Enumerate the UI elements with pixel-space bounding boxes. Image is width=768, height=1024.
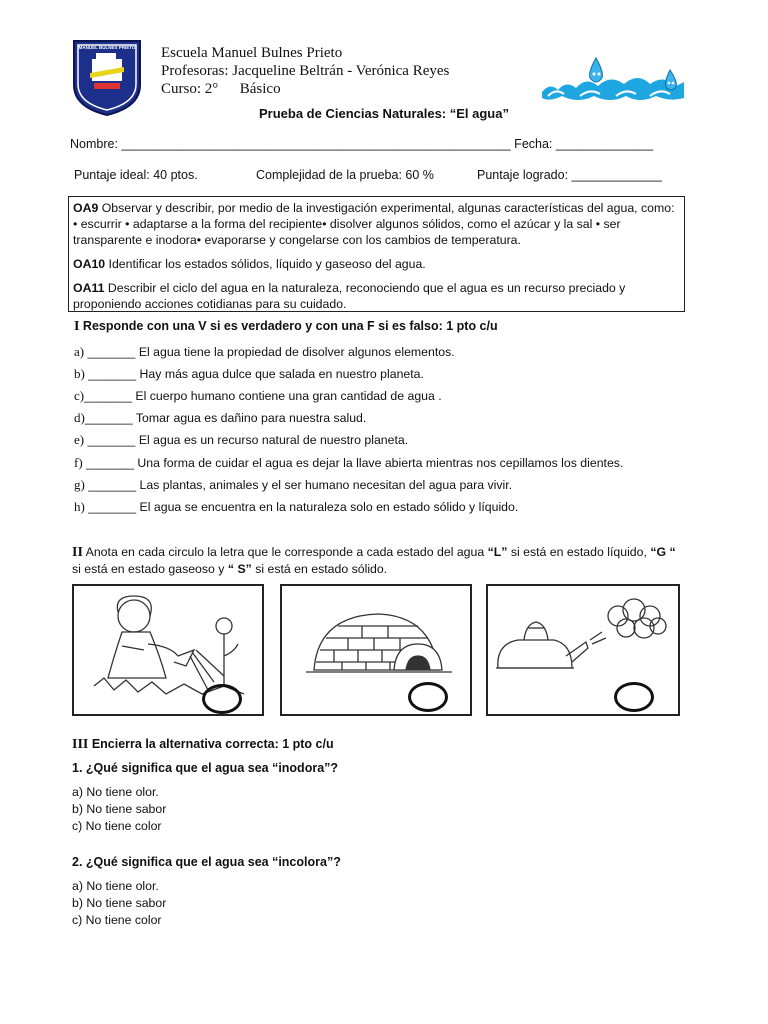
tf-item-d: d)_______ Tomar agua es dañino para nuestra salud. xyxy=(74,410,367,425)
tf-item-a: a) _______ El agua tiene la propiedad de disolver algunos elementos. xyxy=(74,344,455,359)
answer-circle-1[interactable] xyxy=(202,684,242,714)
tf-item-b: b) _______ Hay más agua dulce que salada en nuestro planeta. xyxy=(74,366,424,381)
course-label: Curso: 2° xyxy=(161,81,219,97)
tf-item-e: e) _______ El agua es un recurso natural de nuestro planeta. xyxy=(74,432,409,447)
q2-option-c[interactable]: c) No tiene color xyxy=(72,913,162,927)
objectives-box xyxy=(68,196,685,312)
panel-igloo xyxy=(280,584,472,716)
section2-instructions: II Anota en cada circulo la letra que le corresponde a cada estado del agua “L” si está en estado líquido, “G “ si está en estado gaseoso y “ S” si está en estado sólido. xyxy=(72,545,676,576)
q2-option-a[interactable]: a) No tiene olor. xyxy=(72,879,159,893)
complexity: Complejidad de la prueba: 60 % xyxy=(256,168,434,182)
q2-option-b[interactable]: b) No tiene sabor xyxy=(72,896,167,910)
question-1: 1. ¿Qué significa que el agua sea “inodora”? xyxy=(72,761,339,775)
tf-item-g: g) _______ Las plantas, animales y el ser humano necesitan del agua para vivir. xyxy=(74,477,513,492)
panel-kettle xyxy=(486,584,680,716)
water-splash-illustration xyxy=(540,52,686,108)
school-name: Escuela Manuel Bulnes Prieto xyxy=(161,45,343,61)
q1-option-b[interactable]: b) No tiene sabor xyxy=(72,802,167,816)
name-date-line: Nombre: ________________________________________________________ Fecha: ______________ xyxy=(70,137,654,151)
question-2: 2. ¿Qué significa que el agua sea “incolora”? xyxy=(72,855,341,869)
tf-item-f: f) _______ Una forma de cuidar el agua es dejar la llave abierta mientras nos cepillamos los dientes. xyxy=(74,455,624,470)
teachers: Profesoras: Jacqueline Beltrán - Verónica Reyes xyxy=(161,63,450,79)
tf-item-c: c)_______ El cuerpo humano contiene una gran cantidad de agua . xyxy=(74,388,442,403)
score-ideal: Puntaje ideal: 40 ptos. xyxy=(74,168,198,182)
section1-heading: I Responde con una V si es verdadero y con una F si es falso: 1 pto c/u xyxy=(74,319,498,334)
course xyxy=(161,80,449,98)
objective-oa10: OA10 Identificar los estados sólidos, líquido y gaseoso del agua. xyxy=(73,257,426,271)
objective-oa11: OA11 Describir el ciclo del agua en la naturaleza, reconociendo que el agua es un recurso preciado y proponiendo acciones cotidianas para su cuidado. xyxy=(73,281,626,311)
test-title: Prueba de Ciencias Naturales: “El agua” xyxy=(259,106,509,121)
tf-item-h: h) _______ El agua se encuentra en la naturaleza solo en estado sólido y líquido. xyxy=(74,499,519,514)
school-header xyxy=(161,44,449,98)
section3-heading: III Encierra la alternativa correcta: 1 pto c/u xyxy=(72,737,334,752)
logo-text: MANUEL BULNES PRIETO xyxy=(78,45,136,50)
score-achieved: Puntaje logrado: _____________ xyxy=(477,168,662,182)
answer-circle-3[interactable] xyxy=(614,682,654,712)
objective-oa9: OA9 Observar y describir, por medio de la investigación experimental, algunas características del agua, como: • escurrir • adaptarse a la forma del recipiente• disolver algunos sólidos, como el azúcar y la sal • ser transparente e inodora• evaporarse y congelarse con los cambios de temperatura. xyxy=(73,201,675,247)
q1-option-c[interactable]: c) No tiene color xyxy=(72,819,162,833)
panel-watering-girl xyxy=(72,584,264,716)
q1-option-a[interactable]: a) No tiene olor. xyxy=(72,785,159,799)
answer-circle-2[interactable] xyxy=(408,682,448,712)
course-level: Básico xyxy=(239,81,281,97)
